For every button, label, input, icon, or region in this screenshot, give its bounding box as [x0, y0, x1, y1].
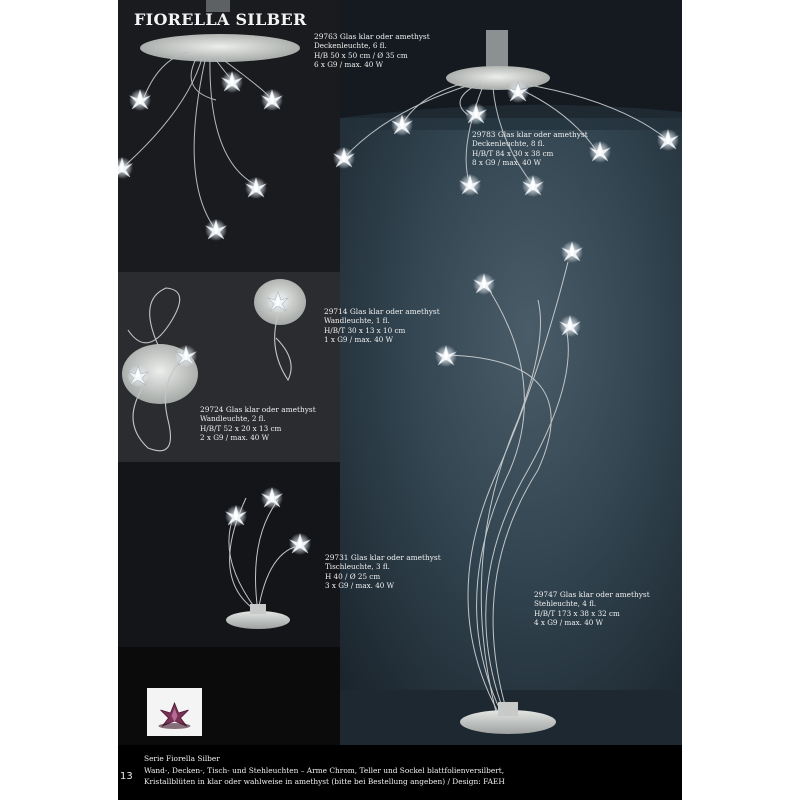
caption-29763 [314, 32, 430, 69]
caption-type: Wandleuchte, 1 fl. [324, 316, 390, 326]
amethyst-flower-icon [147, 688, 202, 736]
caption-bulbs: 1 x G9 / max. 40 W [324, 334, 394, 344]
caption-bulbs: 2 x G9 / max. 40 W [200, 432, 270, 442]
caption-dimensions: H/B/T 173 x 38 x 32 cm [534, 608, 620, 618]
caption-bulbs: 4 x G9 / max. 40 W [534, 617, 604, 627]
caption-title: 29763 Glas klar oder amethyst [314, 32, 430, 41]
catalog-page [118, 0, 682, 800]
caption-29731 [325, 553, 441, 590]
caption-dimensions: H/B/T 30 x 13 x 10 cm [324, 325, 406, 335]
page-number: 13 [120, 771, 133, 782]
caption-bulbs: 8 x G9 / max. 40 W [472, 157, 542, 167]
page-title: FIORELLA SILBER [134, 10, 307, 29]
caption-dimensions: H/B/T 52 x 20 x 13 cm [200, 423, 282, 433]
caption-29783 [472, 130, 588, 167]
caption-type: Wandleuchte, 2 fl. [200, 414, 266, 424]
caption-type: Tischleuchte, 3 fl. [325, 562, 390, 572]
caption-bulbs: 3 x G9 / max. 40 W [325, 580, 395, 590]
caption-title: 29714 Glas klar oder amethyst [324, 307, 440, 316]
caption-title: 29731 Glas klar oder amethyst [325, 553, 441, 562]
footer-description-line2: Kristallblüten in klar oder wahlweise in amethyst (bitte bei Bestellung angeben) / Design: FAEH [144, 777, 505, 786]
footer-description-line1: Wand-, Decken-, Tisch- und Stehleuchten – Arme Chrom, Teller und Sockel blattfolienversilbert, [144, 766, 505, 775]
caption-29714 [324, 307, 440, 344]
caption-title: 29783 Glas klar oder amethyst [472, 130, 588, 139]
caption-dimensions: H/B 50 x 50 cm / Ø 35 cm [314, 50, 408, 60]
product-photo [118, 0, 682, 745]
caption-dimensions: H/B/T 84 x 30 x 38 cm [472, 148, 554, 158]
caption-title: 29747 Glas klar oder amethyst [534, 590, 650, 599]
caption-type: Deckenleuchte, 8 fl. [472, 139, 545, 149]
caption-bulbs: 6 x G9 / max. 40 W [314, 59, 384, 69]
caption-type: Stehleuchte, 4 fl. [534, 599, 597, 609]
caption-29724 [200, 405, 316, 442]
caption-29747 [534, 590, 650, 627]
caption-title: 29724 Glas klar oder amethyst [200, 405, 316, 414]
caption-type: Deckenleuchte, 6 fl. [314, 41, 387, 51]
caption-dimensions: H 40 / Ø 25 cm [325, 571, 381, 581]
amethyst-sample-image [147, 688, 202, 736]
footer-series: Serie Fiorella Silber [144, 754, 220, 763]
